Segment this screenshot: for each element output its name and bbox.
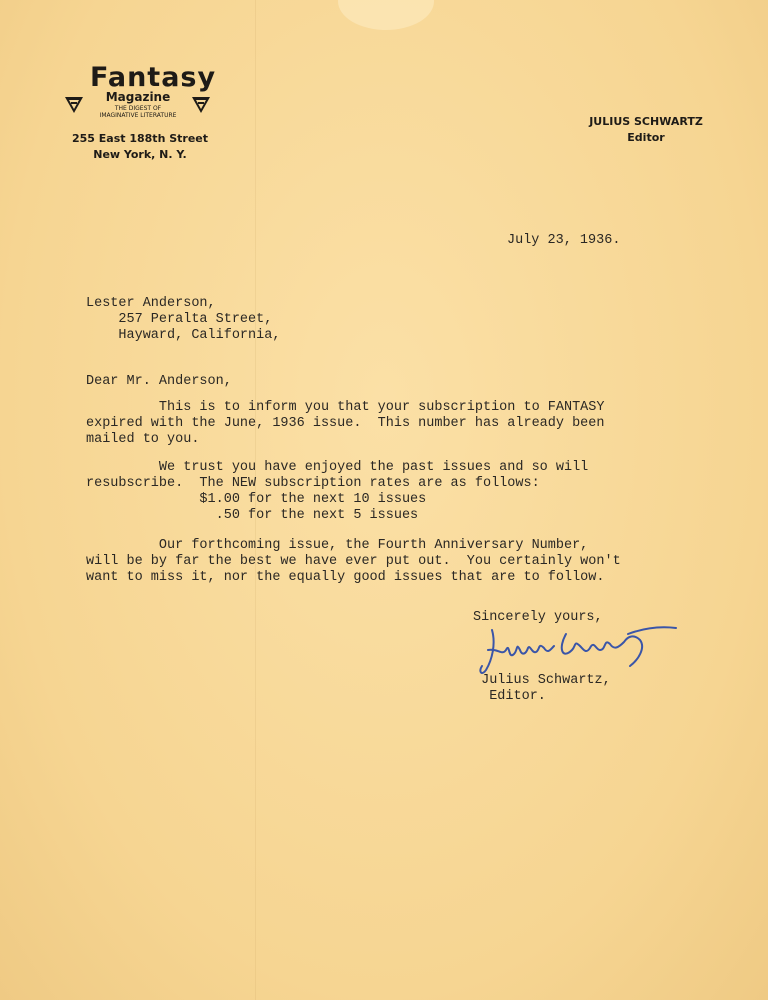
signer-name: Julius Schwartz, — [473, 673, 611, 688]
signer-title: Editor. — [473, 689, 546, 704]
paragraph-line: want to miss it, nor the equally good issues that are to follow. — [86, 570, 605, 585]
paragraph-line: resubscribe. The NEW subscription rates are as follows: — [86, 476, 540, 491]
letterhead-editor — [566, 114, 726, 146]
address-street: 255 East 188th Street — [71, 132, 209, 145]
paragraph-line: Our forthcoming issue, the Fourth Anniversary Number, — [86, 538, 589, 553]
letterhead-address — [60, 131, 220, 163]
editor-title: Editor — [627, 131, 665, 144]
paragraph-3 — [86, 538, 621, 586]
closing: Sincerely yours, — [473, 610, 603, 625]
signer-block — [473, 673, 611, 705]
editor-name: JULIUS SCHWARTZ — [589, 115, 703, 128]
paragraph-line: expired with the June, 1936 issue. This number has already been — [86, 416, 605, 431]
logo-title: Fantasy — [90, 62, 217, 93]
recipient-street: 257 Peralta Street, — [86, 312, 273, 327]
logo-subtitle: Magazine — [105, 90, 171, 104]
paragraph-2 — [86, 460, 588, 524]
paragraph-line: will be by far the best we have ever put out. You certainly won't — [86, 554, 621, 569]
ff-emblem-icon — [192, 97, 210, 113]
paragraph-1 — [86, 400, 604, 448]
letter-date: July 23, 1936. — [507, 233, 621, 248]
logo-tagline-line-1: THE DIGEST OF — [114, 105, 162, 112]
salutation: Dear Mr. Anderson, — [86, 374, 232, 389]
rate-line-10-issues: $1.00 for the next 10 issues — [86, 492, 427, 507]
rate-line-5-issues: .50 for the next 5 issues — [86, 508, 419, 523]
address-city: New York, N. Y. — [93, 148, 187, 161]
recipient-name: Lester Anderson, — [86, 296, 216, 311]
paragraph-line: mailed to you. — [86, 432, 200, 447]
magazine-logo — [62, 62, 217, 126]
paragraph-line: We trust you have enjoyed the past issues and so will — [86, 460, 589, 475]
paragraph-line: This is to inform you that your subscription to FANTASY — [86, 400, 605, 415]
logo-tagline — [80, 105, 196, 119]
recipient-city: Hayward, California, — [86, 328, 281, 343]
recipient-address — [86, 296, 280, 344]
logo-tagline-line-2: IMAGINATIVE LITERATURE — [99, 112, 177, 119]
